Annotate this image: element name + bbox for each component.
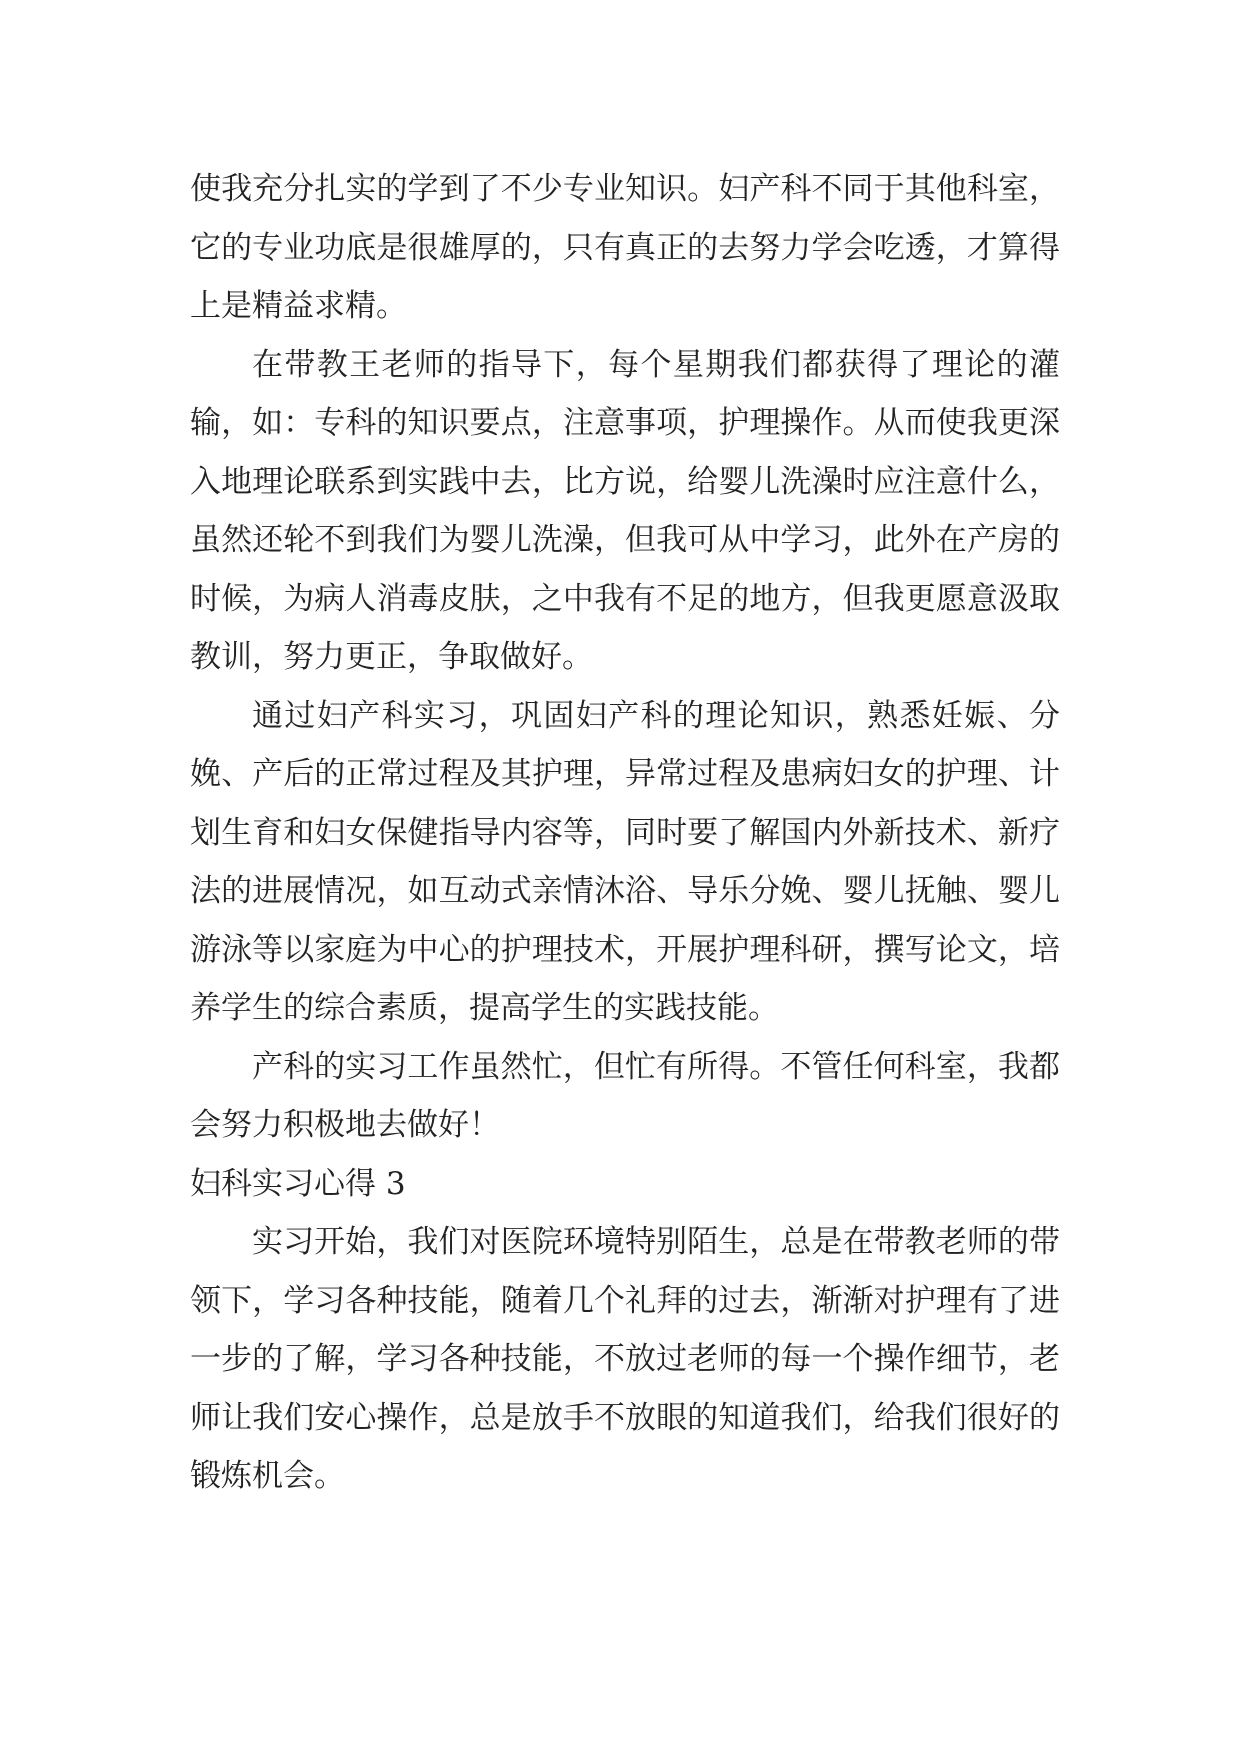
paragraph-4: 产科的实习工作虽然忙，但忙有所得。不管任何科室，我都会努力积极地去做好！	[190, 1048, 1060, 1143]
paragraph-1: 使我充分扎实的学到了不少专业知识。妇产科不同于其他科室，它的专业功底是很雄厚的，只有真正的去努力学会吃透，才算得上是精益求精。	[190, 171, 1060, 324]
section-heading: 妇科实习心得 3	[190, 1165, 406, 1202]
paragraph-2: 在带教王老师的指导下，每个星期我们都获得了理论的灌输，如：专科的知识要点，注意事项，护理操作。从而使我更深入地理论联系到实践中去，比方说，给婴儿洗澡时应注意什么，虽然还轮不到我们为婴儿洗澡，但我可从中学习，此外在产房的时候，为病人消毒皮肤，之中我有不足的地方，但我更愿意汲取教训，努力更正，争取做好。	[190, 346, 1060, 675]
paragraph-3: 通过妇产科实习，巩固妇产科的理论知识，熟悉妊娠、分娩、产后的正常过程及其护理，异常过程及患病妇女的护理、计划生育和妇女保健指导内容等，同时要了解国内外新技术、新疗法的进展情况，如互动式亲情沐浴、导乐分娩、婴儿抚触、婴儿游泳等以家庭为中心的护理技术，开展护理科研，撰写论文，培养学生的综合素质，提高学生的实践技能。	[190, 697, 1060, 1026]
document-body	[190, 160, 1060, 1506]
section-paragraph-1: 实习开始，我们对医院环境特别陌生，总是在带教老师的带领下，学习各种技能，随着几个礼拜的过去，渐渐对护理有了进一步的了解，学习各种技能，不放过老师的每一个操作细节，老师让我们安心操作，总是放手不放眼的知道我们，给我们很好的锻炼机会。	[190, 1224, 1060, 1494]
